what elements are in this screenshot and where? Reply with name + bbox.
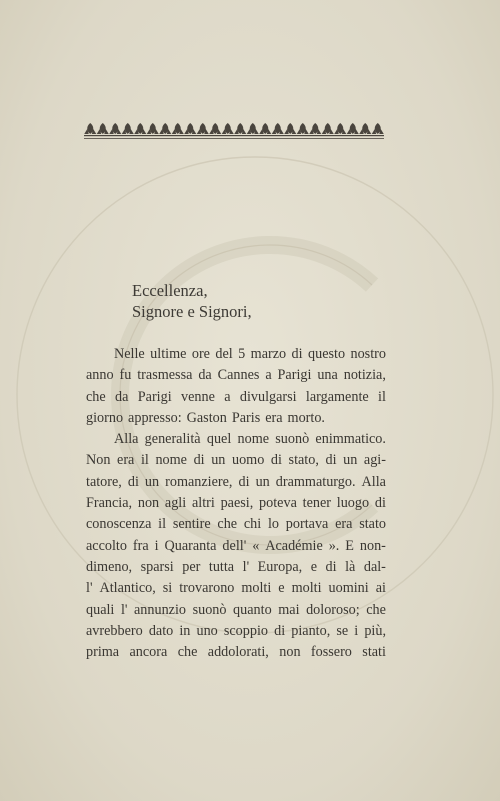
text-line: avrebbero dato in uno scoppio di pianto, se i più, [86,622,386,639]
ornament-fleuron [347,123,359,134]
salutation-line-2: Signore e Signori, [132,302,252,321]
text-line: accolto fra i Quaranta dell' « Académie ». E non- [86,537,386,554]
decorative-border-ornament [84,122,384,140]
text-line: tatore, di un romanziere, di un drammaturgo. Alla [86,473,386,490]
ornament-fleuron [297,123,309,134]
ornament-fleuron [184,123,196,134]
ornament-fleuron [122,123,134,134]
ornament-fleuron [334,123,346,134]
ornament-fleuron [209,123,221,134]
salutation [132,280,252,322]
ornament-fleuron [247,123,259,134]
ornament-fleuron [222,123,234,134]
ornament-fleuron [159,123,171,134]
ornament-fleuron [322,123,334,134]
text-line: giorno appresso: Gaston Paris era morto. [86,409,325,426]
ornament-fleuron [284,123,296,134]
ornament-fleuron [109,123,121,134]
ornament-fleuron [309,123,321,134]
text-line: Francia, non agli altri paesi, poteva tener luogo di [86,495,386,512]
text-line: Alla generalità quel nome suonò enimmatico. [114,431,386,448]
ornament-fleuron [359,123,371,134]
ornament-fleuron [172,123,184,134]
ornament-fleuron [197,123,209,134]
text-line: che da Parigi venne a divulgarsi largamente il [86,388,386,405]
ornament-fleuron [97,123,109,134]
text-line: Nelle ultime ore del 5 marzo di questo nostro [114,346,386,362]
text-line: anno fu trasmessa da Cannes a Parigi una notizia, [86,367,386,384]
text-line: prima ancora che addolorati, non fossero stati [86,644,386,661]
text-line: dimeno, sparsi per tutta l' Europa, e di là dal- [86,558,386,575]
text-line: l' Atlantico, si trovarono molti e molti uomini ai [86,580,386,597]
ornament-fleuron [372,123,384,134]
text-line: Non era il nome di un uomo di stato, di un agi- [86,452,386,469]
ornament-fleuron [84,123,96,134]
salutation-line-1: Eccellenza, [132,281,208,300]
ornament-fleuron [134,123,146,134]
ornament-fleuron [272,123,284,134]
body-text [86,344,386,663]
ornament-fleuron [234,123,246,134]
ornament-fleuron [147,123,159,134]
text-line: conoscenza il sentire che chi lo portava era stato [86,516,386,533]
text-line: quali l' annunzio suonò quanto mai doloroso; che [86,601,386,618]
ornament-fleuron [259,123,271,134]
